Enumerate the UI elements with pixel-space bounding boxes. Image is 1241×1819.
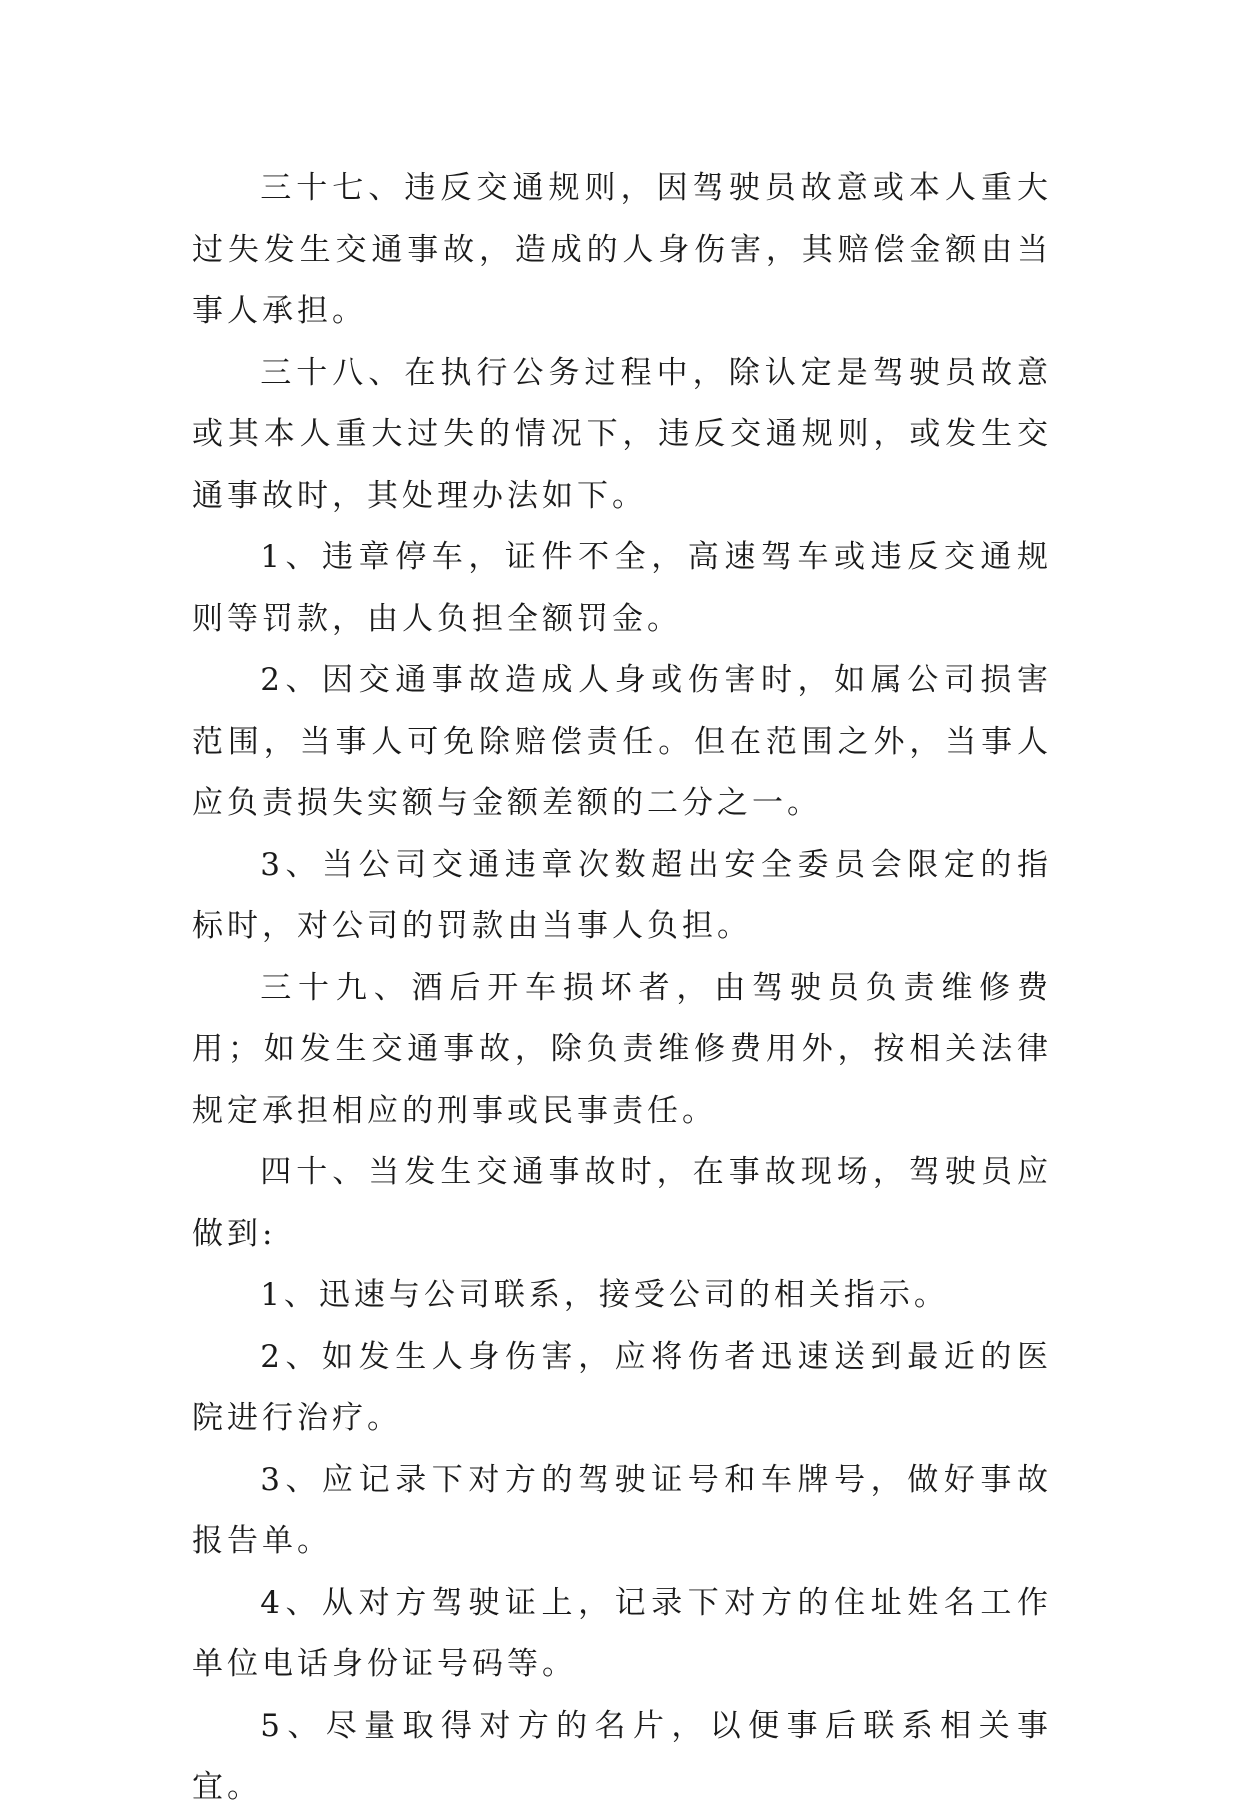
paragraph-article-37: 三十七、违反交通规则，因驾驶员故意或本人重大过失发生交通事故，造成的人身伤害，其赔偿金额由当事人承担。 xyxy=(192,170,1052,329)
paragraph-item-3: 3、当公司交通违章次数超出安全委员会限定的指标时，对公司的罚款由当事人负担。 xyxy=(192,846,1052,944)
paragraph-item-1: 1、违章停车，证件不全，高速驾车或违反交通规则等罚款，由人负担全额罚金。 xyxy=(192,539,1052,637)
paragraph-step-1: 1、迅速与公司联系，接受公司的相关指示。 xyxy=(260,1277,949,1313)
paragraph-item-2: 2、因交通事故造成人身或伤害时，如属公司损害范围，当事人可免除赔偿责任。但在范围之外，当事人应负责损失实额与金额差额的二分之一。 xyxy=(192,662,1052,821)
paragraph-article-40: 四十、当发生交通事故时，在事故现场，驾驶员应做到: xyxy=(192,1154,1052,1252)
paragraph-step-3: 3、应记录下对方的驾驶证号和车牌号，做好事故报告单。 xyxy=(192,1461,1052,1559)
paragraph-article-39: 三十九、酒后开车损坏者，由驾驶员负责维修费用；如发生交通事故，除负责维修费用外，按相关法律规定承担相应的刑事或民事责任。 xyxy=(192,969,1052,1129)
paragraph-article-38: 三十八、在执行公务过程中，除认定是驾驶员故意或其本人重大过失的情况下，违反交通规则，或发生交通事故时，其处理办法如下。 xyxy=(192,354,1052,514)
paragraph-step-5: 5、尽量取得对方的名片，以便事后联系相关事宜。 xyxy=(192,1707,1052,1805)
paragraph-step-4: 4、从对方驾驶证上，记录下对方的住址姓名工作单位电话身份证号码等。 xyxy=(192,1584,1052,1682)
document-body xyxy=(192,158,1052,1819)
paragraph-step-2: 2、如发生人身伤害，应将伤者迅速送到最近的医院进行治疗。 xyxy=(192,1338,1052,1436)
